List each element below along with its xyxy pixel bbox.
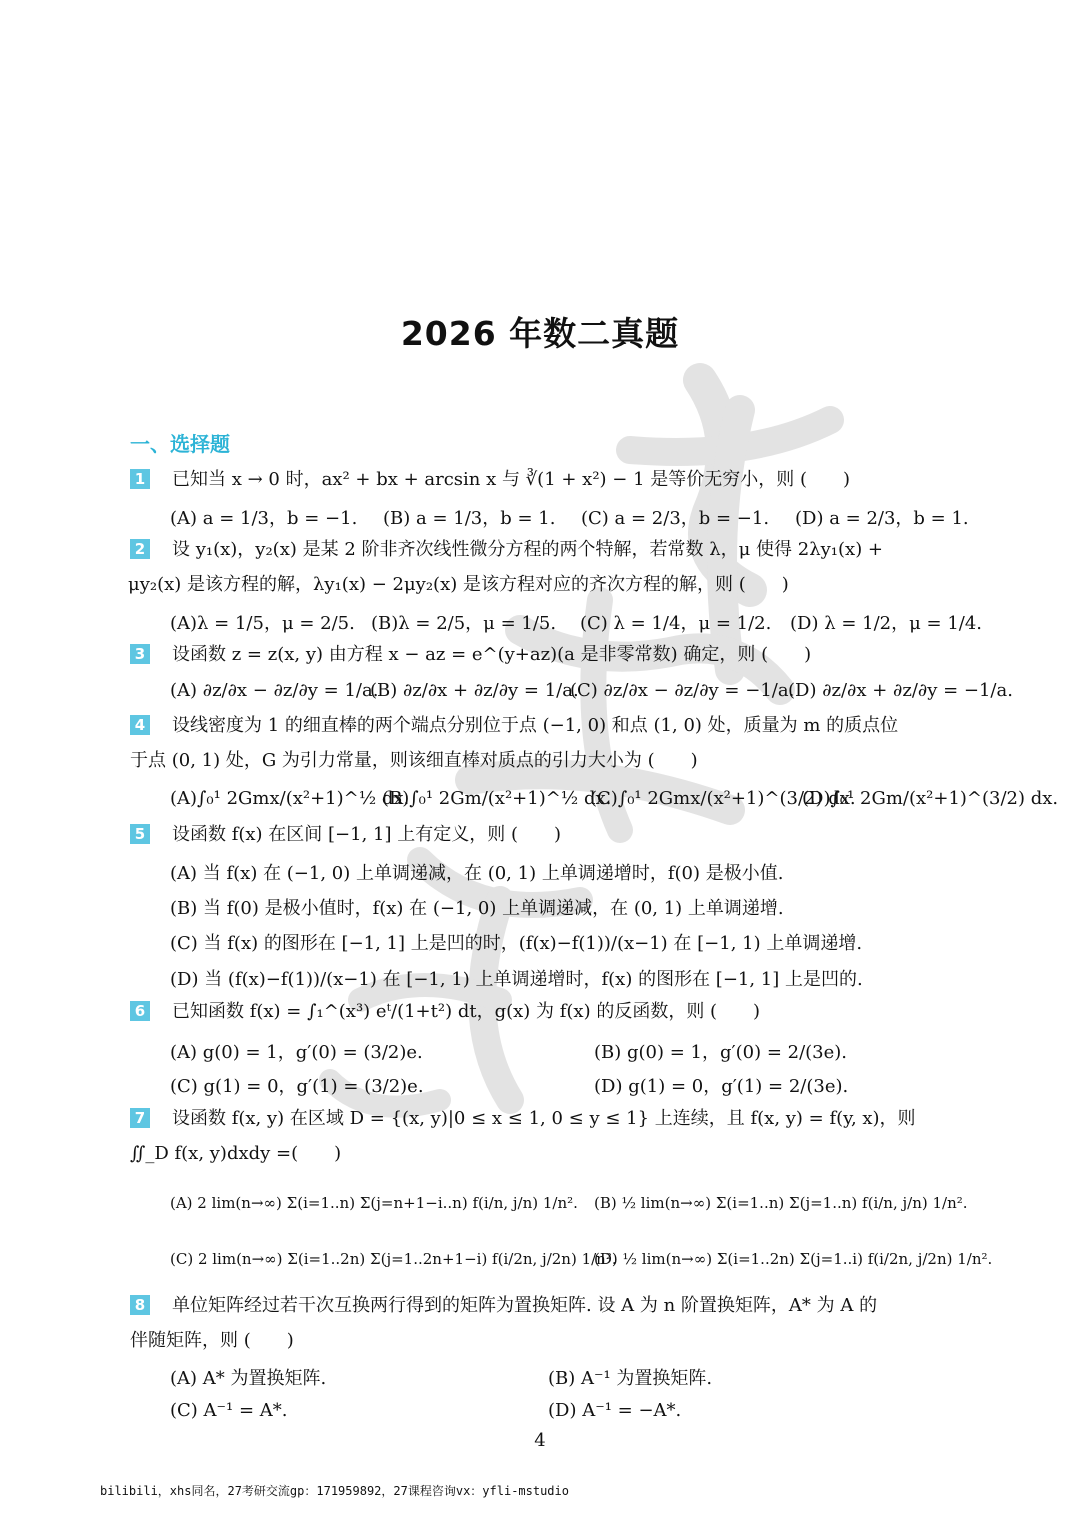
option-d: (D) ∂z/∂x + ∂z/∂y = −1/a. [788, 680, 1013, 701]
option-a: (A) g(0) = 1，g′(0) = (3/2)e. [170, 1042, 423, 1063]
question-text-2: 于点 (0, 1) 处，G 为引力常量，则该细直棒对质点的引力大小为 ( ) [130, 750, 698, 771]
question-number: 8 [130, 1295, 150, 1315]
options-6-row2 [170, 1072, 952, 1098]
question-text-2: ∬_D f(x, y)dxdy =( ) [130, 1143, 342, 1164]
option-b: (B) A⁻¹ 为置换矩阵. [548, 1368, 713, 1389]
options-7-row1 [170, 1194, 968, 1220]
option-a: (A) 当 f(x) 在 (−1, 0) 上单调递减，在 (0, 1) 上单调递增时，f(0) 是极小值. [170, 863, 784, 884]
options-2 [170, 609, 983, 635]
question-number: 6 [130, 1001, 150, 1021]
option-b: (B) ∂z/∂x + ∂z/∂y = 1/a. [370, 680, 579, 701]
question-3 [130, 643, 952, 667]
option-c: (C) A⁻¹ = A*. [170, 1400, 288, 1421]
question-text: 已知函数 f(x) = ∫₁^(x³) eᵗ/(1+t²) dt，g(x) 为 f(x) 的反函数，则 ( ) [172, 1001, 761, 1022]
option-c: (C) 2 lim(n→∞) Σ(i=1..2n) Σ(j=1..2n+1−i) f(i/2n, j/2n) 1/n². [170, 1250, 617, 1268]
question-text: 单位矩阵经过若干次互换两行得到的矩阵为置换矩阵. 设 A 为 n 阶置换矩阵，A* 为 A 的 [172, 1295, 878, 1316]
option-a: (A) a = 1/3，b = −1. [170, 508, 358, 529]
footer-note: bilibili，xhs同名，27考研交流gp：171959892，27课程咨询vx：yfli-mstudio [100, 1484, 569, 1498]
options-3 [170, 680, 1013, 706]
question-7 [130, 1107, 952, 1166]
option-d: (D) ½ lim(n→∞) Σ(i=1..2n) Σ(j=1..i) f(i/2n, j/2n) 1/n². [594, 1250, 993, 1268]
page-number: 4 [534, 1430, 546, 1451]
question-number: 2 [130, 539, 150, 559]
option-d: (D) A⁻¹ = −A*. [548, 1400, 682, 1421]
option-c: (C) g(1) = 0，g′(1) = (3/2)e. [170, 1076, 424, 1097]
question-1 [130, 468, 952, 492]
option-d: (D) g(1) = 0，g′(1) = 2/(3e). [594, 1076, 849, 1097]
option-c: (C) ∂z/∂x − ∂z/∂y = −1/a. [570, 680, 795, 701]
options-7-row2 [170, 1250, 993, 1276]
option-b: (B) 当 f(0) 是极小值时，f(x) 在 (−1, 0) 上单调递减，在 (0, 1) 上单调递增. [170, 898, 784, 919]
question-number: 5 [130, 824, 150, 844]
question-text: 设线密度为 1 的细直棒的两个端点分别位于点 (−1, 0) 和点 (1, 0) 处，质量为 m 的质点位 [172, 715, 899, 736]
question-text: 设 y₁(x)，y₂(x) 是某 2 阶非齐次线性微分方程的两个特解，若常数 λ，μ 使得 2λy₁(x) + [172, 539, 884, 560]
question-number: 7 [130, 1108, 150, 1128]
question-number: 3 [130, 644, 150, 664]
question-5 [130, 823, 952, 847]
question-text-2: μy₂(x) 是该方程的解，λy₁(x) − 2μy₂(x) 是该方程对应的齐次方程的解，则 ( ) [128, 574, 789, 595]
question-6 [130, 1000, 952, 1024]
options-6-row1 [170, 1038, 952, 1064]
question-text: 设函数 f(x, y) 在区域 D = {(x, y)|0 ≤ x ≤ 1, 0 ≤ y ≤ 1} 上连续，且 f(x, y) = f(y, x)，则 [172, 1108, 916, 1129]
option-b: (B) a = 1/3，b = 1. [383, 508, 556, 529]
option-a: (A)λ = 1/5，μ = 2/5. [170, 613, 355, 634]
option-d: (D) a = 2/3，b = 1. [795, 508, 969, 529]
option-d: (D) λ = 1/2，μ = 1/4. [790, 613, 983, 634]
question-4 [130, 714, 952, 773]
option-d: (D)∫₀¹ 2Gm/(x²+1)^(3/2) dx. [802, 788, 1059, 809]
option-b: (B) ½ lim(n→∞) Σ(i=1..n) Σ(j=1..n) f(i/n, j/n) 1/n². [594, 1194, 968, 1212]
option-d: (D) 当 (f(x)−f(1))/(x−1) 在 [−1, 1) 上单调递增时，f(x) 的图形在 [−1, 1] 上是凹的. [170, 969, 863, 990]
options-1 [170, 504, 969, 530]
options-8-row1 [170, 1364, 952, 1390]
page-title: 2026 年数二真题 [400, 314, 680, 353]
option-c: (C) a = 2/3，b = −1. [581, 508, 770, 529]
option-b: (B)∫₀¹ 2Gm/(x²+1)^½ dx. [382, 788, 612, 809]
question-2 [130, 538, 952, 597]
section-heading: 一、选择题 [130, 432, 230, 456]
question-text-2: 伴随矩阵，则 ( ) [130, 1330, 294, 1351]
option-a: (A) A* 为置换矩阵. [170, 1368, 327, 1389]
question-number: 4 [130, 715, 150, 735]
options-4 [170, 788, 1059, 814]
option-c: (C) λ = 1/4，μ = 1/2. [580, 613, 772, 634]
option-c: (C) 当 f(x) 的图形在 [−1, 1] 上是凹的时，(f(x)−f(1))/(x−1) 在 [−1, 1) 上单调递增. [170, 933, 863, 954]
options-8-row2 [170, 1400, 952, 1426]
option-a: (A) 2 lim(n→∞) Σ(i=1..n) Σ(j=n+1−i..n) f(i/n, j/n) 1/n². [170, 1194, 578, 1212]
question-text: 设函数 z = z(x, y) 由方程 x − az = e^(y+az)(a 是非零常数) 确定，则 ( ) [172, 644, 812, 665]
option-b: (B) g(0) = 1，g′(0) = 2/(3e). [594, 1042, 848, 1063]
option-a: (A) ∂z/∂x − ∂z/∂y = 1/a. [170, 680, 379, 701]
option-b: (B)λ = 2/5，μ = 1/5. [371, 613, 557, 634]
question-number: 1 [130, 469, 150, 489]
question-8 [130, 1294, 952, 1353]
option-c: (C)∫₀¹ 2Gmx/(x²+1)^(3/2) dx. [590, 788, 856, 809]
question-text: 已知当 x → 0 时，ax² + bx + arcsin x 与 ∛(1 + x²) − 1 是等价无穷小，则 ( ) [172, 469, 851, 490]
question-text: 设函数 f(x) 在区间 [−1, 1] 上有定义，则 ( ) [172, 824, 561, 845]
option-a: (A)∫₀¹ 2Gmx/(x²+1)^½ dx. [170, 788, 410, 809]
